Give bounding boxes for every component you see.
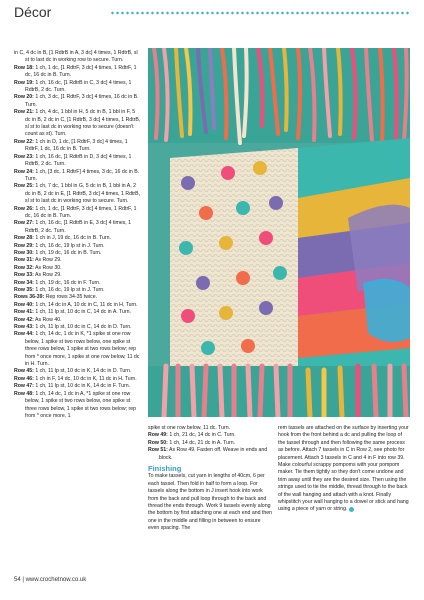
pattern-row <box>14 280 142 287</box>
row-label: Row 46: <box>14 375 34 382</box>
row-label: Row 31: <box>14 257 34 264</box>
row-instruction: 1 ch, [3 dc, 1 RdtrF] 4 times, 3 dc, 16 dc in B. Turn. <box>25 168 140 182</box>
pattern-row <box>148 440 272 447</box>
pattern-row <box>14 376 142 383</box>
section-title: Décor <box>14 4 52 20</box>
row-label: Row 49: <box>148 432 168 439</box>
pattern-row <box>14 309 142 316</box>
row-label: Row 50: <box>148 439 168 446</box>
pattern-row <box>14 169 142 184</box>
row-instruction: 1 ch, 16 dc, [1 RdtrB in C, 3 dc] 4 times, 1 RdtrB, 2 dc. Turn. <box>25 79 132 94</box>
row-label: Row 43: <box>14 324 34 331</box>
end-mark-icon <box>349 507 354 512</box>
row-label: Row 35: <box>14 287 34 293</box>
row-label: Row 18: <box>14 64 34 71</box>
row-instruction: 1 ch, 14 dc, 1 dc in K, *1 spike st one row below, 1 spike st two rows below, one spike st three rows below, 1 spike st two rows below; rep from * once more, 1 spike st one row below, 11 dc in H. Turn. <box>25 331 140 368</box>
row-label: Row 34: <box>14 279 34 286</box>
row-instruction: 1 ch, 11 lp st, 10 dc in K, 14 dc in D. Turn. <box>35 368 132 375</box>
row-label: Row 47: <box>14 383 34 390</box>
row-instruction: As Row 30. <box>35 264 62 271</box>
row-label: Row 42: <box>14 316 34 323</box>
bottom-fringe <box>148 366 410 417</box>
row-instruction: 1 ch, 16 dc, 19 lp st in J. Turn. <box>35 242 105 249</box>
pattern-row <box>14 183 142 205</box>
pattern-row <box>14 50 142 65</box>
row-instruction: in C, 4 dc in B, [1 RdtrB in A, 3 dc] 4 times, 1 RdtrB, sl st to last dc in working row to secure. Turn. <box>14 50 138 64</box>
row-label: Row 29: <box>14 242 34 249</box>
row-label: Row 45: <box>14 368 34 375</box>
row-label: Row 30: <box>14 249 34 256</box>
row-label: Row 26: <box>14 205 34 212</box>
pattern-row <box>14 94 142 109</box>
pattern-row <box>14 243 142 250</box>
pattern-row <box>14 287 142 294</box>
row-label: Row 51: <box>148 447 168 454</box>
row-instruction: As Row 49. Fasten off. Weave in ends and block. <box>159 447 268 461</box>
pattern-row <box>14 383 142 390</box>
pattern-row <box>14 250 142 257</box>
pattern-row <box>14 206 142 221</box>
pattern-row <box>14 391 142 421</box>
pattern-row <box>14 331 142 368</box>
header-dot-rule <box>110 11 410 15</box>
row-label: Row 20: <box>14 94 34 101</box>
pattern-column-1 <box>14 50 142 420</box>
row-instruction: 1 ch, 11 lp st, 10 dc in K, 14 dc in F. Turn. <box>35 383 131 390</box>
row-label: Row 33: <box>14 272 34 279</box>
row-label: Row 25: <box>14 183 34 190</box>
row-label: Row 19: <box>14 79 34 86</box>
row-label: Row 22: <box>14 138 34 145</box>
row-instruction: 1 ch, 11 lp st, 10 dc in C, 14 dc in D. Turn. <box>35 324 132 331</box>
row-instruction: 1 ch, 19 dc, 16 dc in F. Turn. <box>35 279 101 286</box>
right-stripes <box>298 138 410 378</box>
row-instruction: 1 ch, 16 dc, [1 RdtrB in E, 3 dc] 4 times, 1 RdtrB, 2 dc. Turn. <box>25 220 132 234</box>
page-footer: 54 | www.crochetnow.co.uk <box>14 577 87 583</box>
pattern-column-3 <box>278 425 410 514</box>
pattern-row <box>14 265 142 272</box>
row-instruction: 1 ch in F, 14 dc, 10 dc in K, 11 dc in H. Turn. <box>35 375 137 382</box>
row-instruction: 1 ch, 4 dc, 1 bbl in H, 5 dc in B, 1 bbl in F, 5 dc in B, 2 dc in C, [1 RdtrB, 3 dc] 4 times, 1 RdtrB, sl st to last dc in working row to secure (doesn't count as st). Turn. <box>25 109 141 138</box>
header-bar <box>0 0 424 22</box>
pattern-row <box>14 324 142 331</box>
pattern-row <box>14 154 142 169</box>
pattern-row <box>14 294 142 301</box>
row-instruction: As Row 40. <box>35 316 62 323</box>
row-instruction: 1 ch in J, 19 dc, 16 dc in B. Turn. <box>35 235 111 242</box>
row-instruction: 1 ch, 1 dc, [1 RdtrF, 3 dc] 4 times, 1 RdtrF, 1 dc, 16 dc in B. Turn. <box>25 64 137 79</box>
pattern-row <box>148 447 272 462</box>
row-instruction: 1 ch, 16 dc, [1 RdtrB in D, 3 dc] 4 times, 1 RdtrB, 2 dc. Turn. <box>25 153 132 168</box>
pattern-row <box>14 272 142 279</box>
pattern-row <box>14 302 142 309</box>
row-instruction: 1 ch, 7 dc, 1 bbl in G, 5 dc in B, 1 bbl in A, 2 dc in B, 2 dc in E, [1 RdtrB, 3 dc] 4 times, 1 RdtrB, sl st to last dc in working row to secure. Turn. <box>25 183 141 205</box>
row-label: Row 21: <box>14 109 34 116</box>
row-instruction: 1 ch, 1 dc, [1 RdtrF, 3 dc] 4 times, 1 RdtrF, 1 dc, 16 dc in B. Turn. <box>25 205 137 219</box>
pattern-row <box>14 109 142 139</box>
pattern-row <box>14 220 142 235</box>
pattern-row <box>14 257 142 264</box>
row-instruction: 1 ch, 3 dc, [1 RdtrF, 3 dc] 4 times, 16 dc in B. Turn. <box>25 94 139 108</box>
pattern-row <box>14 368 142 375</box>
row-label: Row 41: <box>14 309 34 316</box>
finishing-heading: Finishing <box>148 464 182 474</box>
row-label: Row 32: <box>14 264 34 271</box>
row-label: Row 28: <box>14 235 34 242</box>
row-instruction: 1 ch, 21 dc, 14 dc in C. Turn. <box>169 432 236 439</box>
row-label: Row 44: <box>14 331 34 338</box>
row-label: Row 48: <box>14 390 34 397</box>
finishing-text-continued: rem tassels are attached on the surface by inserting your hook from the front behind a dc and pulling the loop of the tassel through and then following the same process as before. Attach 7 tassels in C in Row 2, see photo for placement. Attach 3 tassels in C and 4 in F into row 39. Make colourful scrappy pompoms with your pompom maker. Tie them tightly so they don't come undone and trim away until they are the desired size. Then using the strings used to tie the middle, thread through to the back of the wall hanging and attach with a knot. Finally whipstitch your wall hanging to a dowel or stick and hang using a piece of yarn or string. <box>278 425 409 513</box>
row-label: Row 40: <box>14 301 34 308</box>
pattern-row <box>14 65 142 80</box>
top-fringe <box>148 48 410 143</box>
row-instruction: 1 ch, 11 lp st, 10 dc in C, 14 dc in A. Turn. <box>35 309 131 316</box>
row-instruction: As Row 29. <box>35 272 62 279</box>
pattern-row <box>14 317 142 324</box>
continued-text: spike st one row below, 11 dc. Turn. <box>148 425 231 431</box>
finishing-text: To make tassels, cut yarn in lengths of 40cm, 6 per each tassel. Then fold in half to form a loop. For tassels along the bottom in J insert hook into work from the back and pull loop through to the back and thread the ends through. Work 9 tassels evenly along the bottom by first attaching one at each end and then one in the middle and filling in between to ensure even spacing. The <box>148 473 273 532</box>
row-label: Rows 36-39: <box>14 294 45 301</box>
row-instruction: 1 ch, 19 dc, 16 dc in B. Turn. <box>35 249 102 256</box>
wall-hanging-photo <box>148 48 410 417</box>
row-instruction: Rep rows 34-35 twice. <box>45 294 98 301</box>
row-label: Row 24: <box>14 168 34 175</box>
row-label: Row 27: <box>14 220 34 227</box>
row-instruction: 1 ch, 16 dc, 19 lp st in J. Turn. <box>35 287 105 293</box>
row-instruction: 1 ch, 14 dc, 21 dc in A. Turn. <box>169 439 236 446</box>
pattern-row <box>14 80 142 95</box>
pattern-row <box>148 432 272 439</box>
row-instruction: 1 ch, 14 dc, 1 dc in A, *1 spike st one row below, 1 spike st two rows below, one spike st three rows below, 1 spike st two rows below; rep from * once more, 1 <box>25 390 137 419</box>
row-label: Row 23: <box>14 153 34 160</box>
pattern-row <box>14 139 142 154</box>
row-instruction: 1 ch, 14 dc in A, 10 dc in C, 11 dc in H. Turn. <box>35 301 138 308</box>
row-instruction: As Row 29. <box>35 257 62 264</box>
crochet-wall-hanging-image <box>148 48 410 417</box>
row-instruction: 1 ch in D, 1 dc, [1 RdtrF, 3 dc] 4 times, 1 RdtrF, 1 dc, 16 dc in B. Turn. <box>25 138 128 153</box>
pattern-column-2 <box>148 425 272 533</box>
pattern-row <box>14 235 142 242</box>
